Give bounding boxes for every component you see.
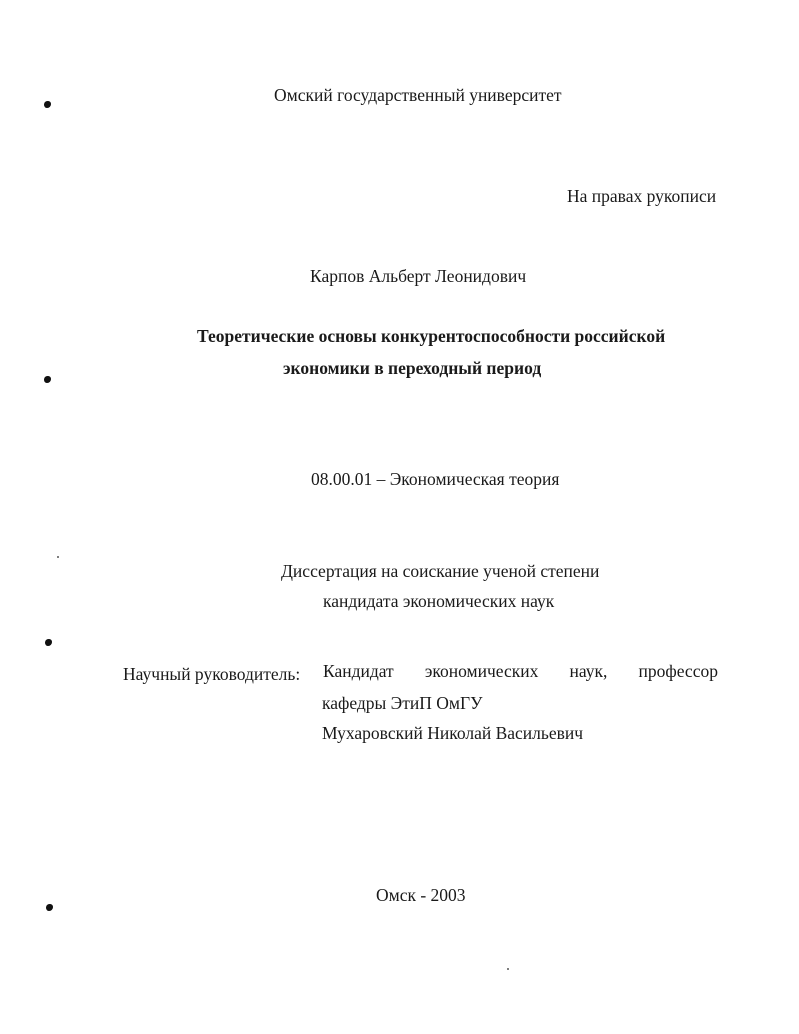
manuscript-rights: На правах рукописи: [567, 186, 717, 206]
dissertation-title-line-1: Теоретические основы конкурентоспособности российской: [197, 326, 666, 346]
advisor-word: наук,: [569, 661, 608, 681]
advisor-degree-line: [323, 660, 718, 682]
university-name: Омский государственный университет: [274, 85, 562, 105]
scan-speck: [507, 968, 509, 970]
binding-hole-mark: [46, 904, 53, 911]
advisor-label: Научный руководитель:: [123, 664, 301, 684]
advisor-word: Кандидат: [323, 661, 394, 681]
advisor-department: кафедры ЭтиП ОмГУ: [322, 693, 483, 713]
degree-line-2: кандидата экономических наук: [323, 591, 555, 611]
author-name: Карпов Альберт Леонидович: [310, 266, 527, 286]
binding-hole-mark: [44, 376, 51, 383]
place-and-year: Омск - 2003: [376, 885, 466, 905]
advisor-word: профессор: [638, 661, 718, 681]
specialty-code: 08.00.01 – Экономическая теория: [311, 469, 560, 489]
binding-hole-mark: [44, 101, 51, 108]
dissertation-title-line-2: экономики в переходный период: [283, 358, 542, 378]
advisor-word: экономических: [424, 661, 539, 681]
advisor-name: Мухаровский Николай Васильевич: [322, 723, 584, 743]
scan-speck: [57, 556, 59, 558]
binding-hole-mark: [45, 639, 52, 646]
degree-line-1: Диссертация на соискание ученой степени: [281, 561, 600, 581]
